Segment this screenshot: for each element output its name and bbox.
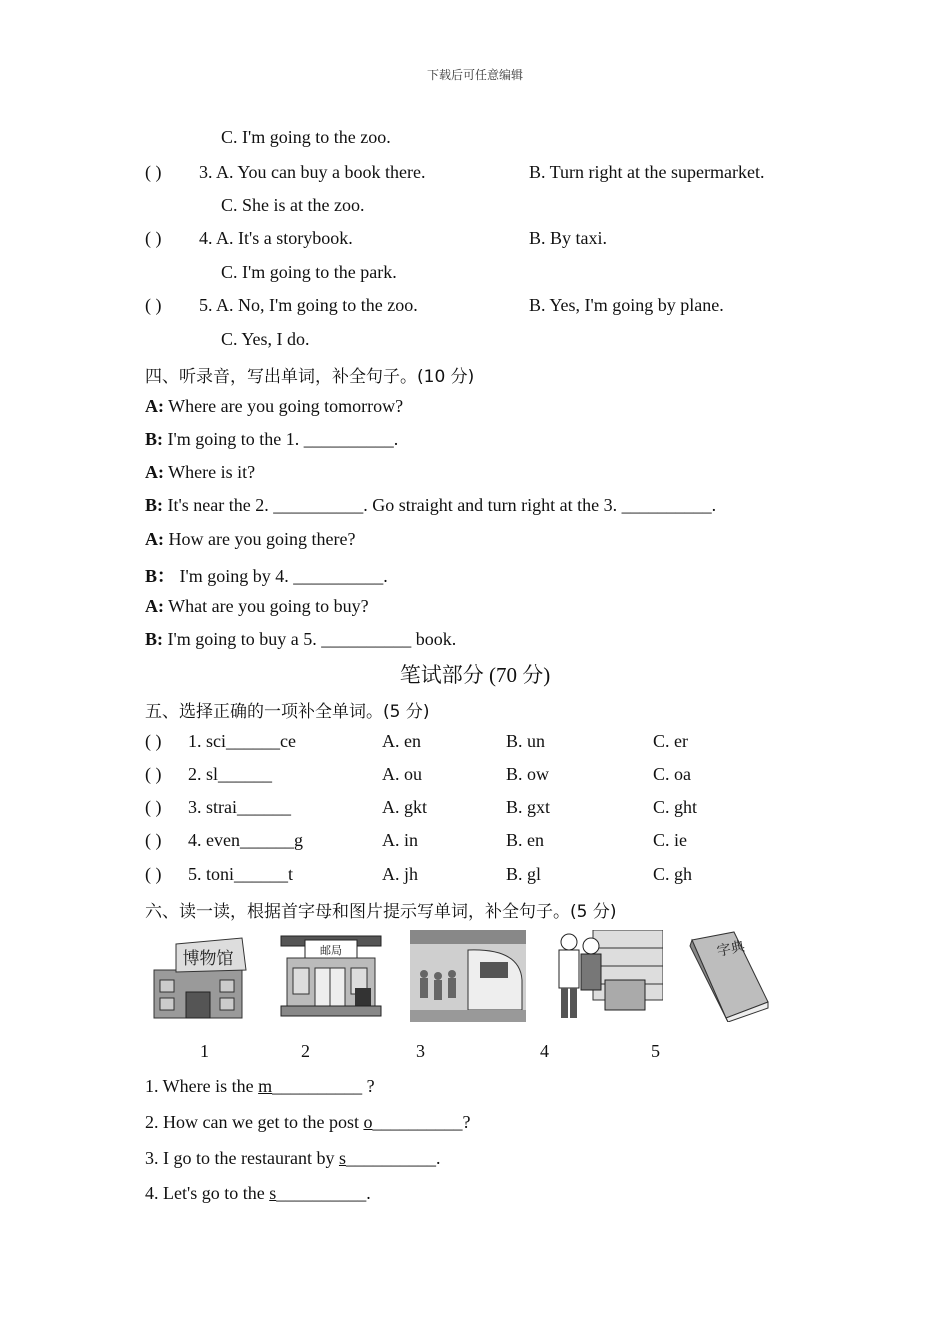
q3-option-a: 3. A. You can buy a book there. bbox=[199, 162, 426, 182]
q2-option-c: C. I'm going to the zoo. bbox=[221, 127, 391, 147]
picture-number: 2 bbox=[301, 1041, 310, 1061]
museum-icon bbox=[150, 930, 250, 1022]
answer-blank[interactable]: __________ bbox=[372, 1112, 463, 1132]
option-b: B. en bbox=[506, 830, 544, 850]
option-c: C. gh bbox=[653, 864, 693, 884]
answer-paren[interactable]: ( ) bbox=[145, 295, 162, 315]
option-a: A. gkt bbox=[382, 797, 427, 817]
dialogue-line: B: I'm going to buy a 5. __________ book. bbox=[145, 629, 457, 649]
q4-option-b: B. By taxi. bbox=[529, 228, 608, 248]
fill-sentence: 2. How can we get to the post o__________? bbox=[145, 1112, 471, 1132]
svg-text:字典: 字典 bbox=[715, 938, 747, 960]
question-text: 3. strai______ bbox=[188, 797, 291, 817]
question-text: 4. even______g bbox=[188, 830, 303, 850]
svg-text:邮局: 邮局 bbox=[320, 944, 342, 957]
dialogue-line: A: Where is it? bbox=[145, 462, 256, 482]
picture-number: 5 bbox=[651, 1041, 660, 1061]
answer-paren[interactable]: ( ) bbox=[145, 864, 162, 884]
section4-heading: 四、听录音，写出单词，补全句子。(10 分) bbox=[145, 367, 475, 387]
dialogue-line: B: I'm going to the 1. __________. bbox=[145, 429, 399, 449]
answer-blank[interactable]: __________ bbox=[276, 1183, 367, 1203]
dictionary-icon bbox=[688, 930, 772, 1022]
answer-paren[interactable]: ( ) bbox=[145, 228, 162, 248]
page-header: 下载后可任意编辑 bbox=[426, 68, 523, 82]
option-a: A. en bbox=[382, 731, 421, 751]
fill-sentence: 1. Where is the m__________ ? bbox=[145, 1076, 375, 1096]
option-b: B. un bbox=[506, 731, 546, 751]
dialogue-line: B: It's near the 2. __________. Go straight and turn right at the 3. __________. bbox=[145, 495, 717, 515]
answer-blank[interactable]: __________ bbox=[345, 1148, 436, 1168]
supermarket-icon bbox=[553, 930, 663, 1022]
fill-sentence: 4. Let's go to the s__________. bbox=[145, 1183, 371, 1203]
answer-paren[interactable]: ( ) bbox=[145, 797, 162, 817]
svg-text:博物馆: 博物馆 bbox=[182, 949, 234, 969]
option-a: A. in bbox=[382, 830, 418, 850]
answer-paren[interactable]: ( ) bbox=[145, 764, 162, 784]
dialogue-line: A: How are you going there? bbox=[145, 529, 356, 549]
option-a: A. ou bbox=[382, 764, 422, 784]
subway-icon bbox=[410, 930, 526, 1022]
answer-paren[interactable]: ( ) bbox=[145, 731, 162, 751]
option-c: C. er bbox=[653, 731, 688, 751]
q4-option-c: C. I'm going to the park. bbox=[221, 262, 397, 282]
question-text: 1. sci______ce bbox=[188, 731, 296, 751]
choice-row bbox=[0, 830, 950, 854]
section6-heading: 六、读一读，根据首字母和图片提示写单词，补全句子。(5 分) bbox=[145, 902, 617, 922]
q5-option-b: B. Yes, I'm going by plane. bbox=[529, 295, 724, 315]
question-text: 5. toni______t bbox=[188, 864, 294, 884]
answer-paren[interactable]: ( ) bbox=[145, 162, 162, 182]
picture-number: 1 bbox=[200, 1041, 209, 1061]
choice-row bbox=[0, 864, 950, 888]
option-b: B. gxt bbox=[506, 797, 551, 817]
answer-blank[interactable]: __________ bbox=[272, 1076, 363, 1096]
answer-paren[interactable]: ( ) bbox=[145, 830, 162, 850]
dialogue-line: A: What are you going to buy? bbox=[145, 596, 369, 616]
fill-sentence: 3. I go to the restaurant by s__________. bbox=[145, 1148, 441, 1168]
picture-number: 4 bbox=[540, 1041, 549, 1061]
q3-option-c: C. She is at the zoo. bbox=[221, 195, 365, 215]
section5-heading: 五、选择正确的一项补全单词。(5 分) bbox=[145, 702, 430, 722]
option-c: C. ie bbox=[653, 830, 687, 850]
choice-row bbox=[0, 731, 950, 755]
choice-row bbox=[0, 764, 950, 788]
option-c: C. ght bbox=[653, 797, 698, 817]
picture-number: 3 bbox=[416, 1041, 425, 1061]
q5-option-a: 5. A. No, I'm going to the zoo. bbox=[199, 295, 418, 315]
dialogue-line: B： I'm going by 4. __________. bbox=[145, 566, 388, 586]
q5-option-c: C. Yes, I do. bbox=[221, 329, 310, 349]
q4-option-a: 4. A. It's a storybook. bbox=[199, 228, 353, 248]
option-b: B. ow bbox=[506, 764, 550, 784]
option-a: A. jh bbox=[382, 864, 418, 884]
written-part-title: 笔试部分 (70 分) bbox=[399, 663, 551, 687]
post-office-icon bbox=[279, 930, 383, 1022]
choice-row bbox=[0, 797, 950, 821]
dialogue-line: A: Where are you going tomorrow? bbox=[145, 396, 404, 416]
option-b: B. gl bbox=[506, 864, 542, 884]
q3-option-b: B. Turn right at the supermarket. bbox=[529, 162, 765, 182]
question-text: 2. sl______ bbox=[188, 764, 273, 784]
option-c: C. oa bbox=[653, 764, 691, 784]
